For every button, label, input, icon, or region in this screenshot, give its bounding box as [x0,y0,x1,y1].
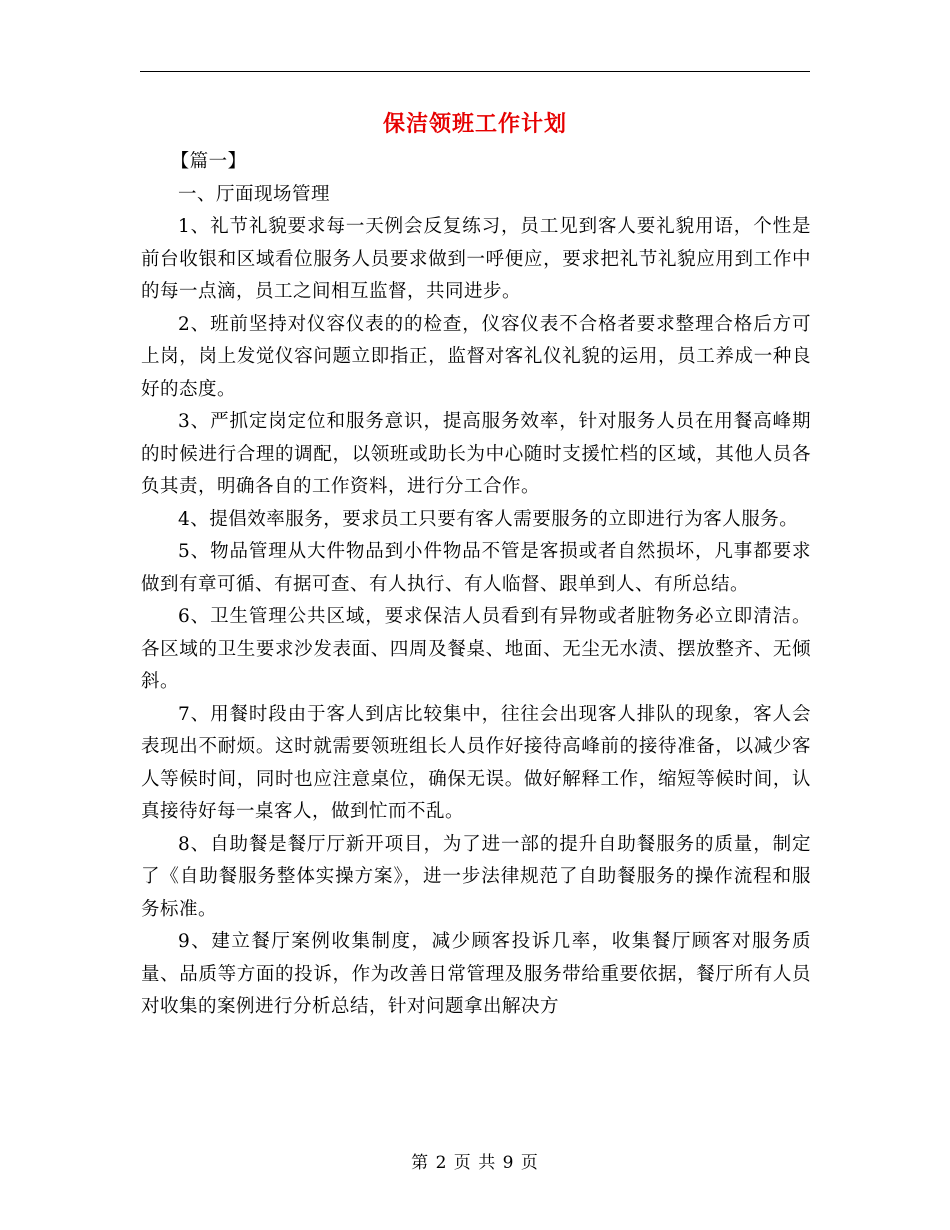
header-rule [140,71,810,72]
paragraph-2: 2、班前坚持对仪容仪表的的检查，仪容仪表不合格者要求整理合格后方可上岗，岗上发觉仪容问题立即指正，监督对客礼仪礼貌的运用，员工养成一种良好的态度。 [141,313,811,400]
paragraph-1: 1、礼节礼貌要求每一天例会反复练习，员工见到客人要礼貌用语，个性是前台收银和区域看位服务人员要求做到一呼便应，要求把礼节礼貌应用到工作中的每一点滴，员工之间相互监督，共同进步。 [141,216,811,302]
paragraph-8: 8、自助餐是餐厅厅新开项目，为了进一部的提升自助餐服务的质量，制定了《自助餐服务整体实操方案》，进一步法律规范了自助餐服务的操作流程和服务标准。 [141,833,811,920]
paragraph-6: 6、卫生管理公共区域，要求保洁人员看到有异物或者脏物务必立即清洁。各区域的卫生要求沙发表面、四周及餐桌、地面、无尘无水渍、摆放整齐、无倾斜。 [141,606,811,692]
paragraph-9: 9、建立餐厅案例收集制度，减少顾客投诉几率，收集餐厅顾客对服务质量、品质等方面的投诉，作为改善日常管理及服务带给重要依据，餐厅所有人员对收集的案例进行分析总结，针对问题拿出解决方 [141,931,811,1017]
paragraph-3: 3、严抓定岗定位和服务意识，提高服务效率，针对服务人员在用餐高峰期的时候进行合理的调配，以领班或助长为中心随时支援忙档的区域，其他人员各负其责，明确各自的工作资料，进行分工合作。 [141,411,811,497]
document-title: 保洁领班工作计划 [382,111,567,137]
paragraph-4: 4、提倡效率服务，要求员工只要有客人需要服务的立即进行为客人服务。 [178,508,799,530]
page-footer: 第 2 页 共 9 页 [411,1153,539,1173]
paragraph-7: 7、用餐时段由于客人到店比较集中，往往会出现客人排队的现象，客人会表现出不耐烦。这时就需要领班组长人员作好接待高峰前的接待准备，以减少客人等候时间，同时也应注意桌位，确保无误。做好解释工作，缩短等候时间，认真接待好每一桌客人，做到忙而不乱。 [141,703,811,822]
section-tag: 【篇一】 [170,151,247,172]
document-body [141,146,811,1024]
paragraph-5: 5、物品管理从大件物品到小件物品不管是客损或者自然损坏，凡事都要求做到有章可循、有据可查、有人执行、有人临督、跟单到人、有所总结。 [141,541,811,595]
subheading: 一、厅面现场管理 [178,183,331,205]
